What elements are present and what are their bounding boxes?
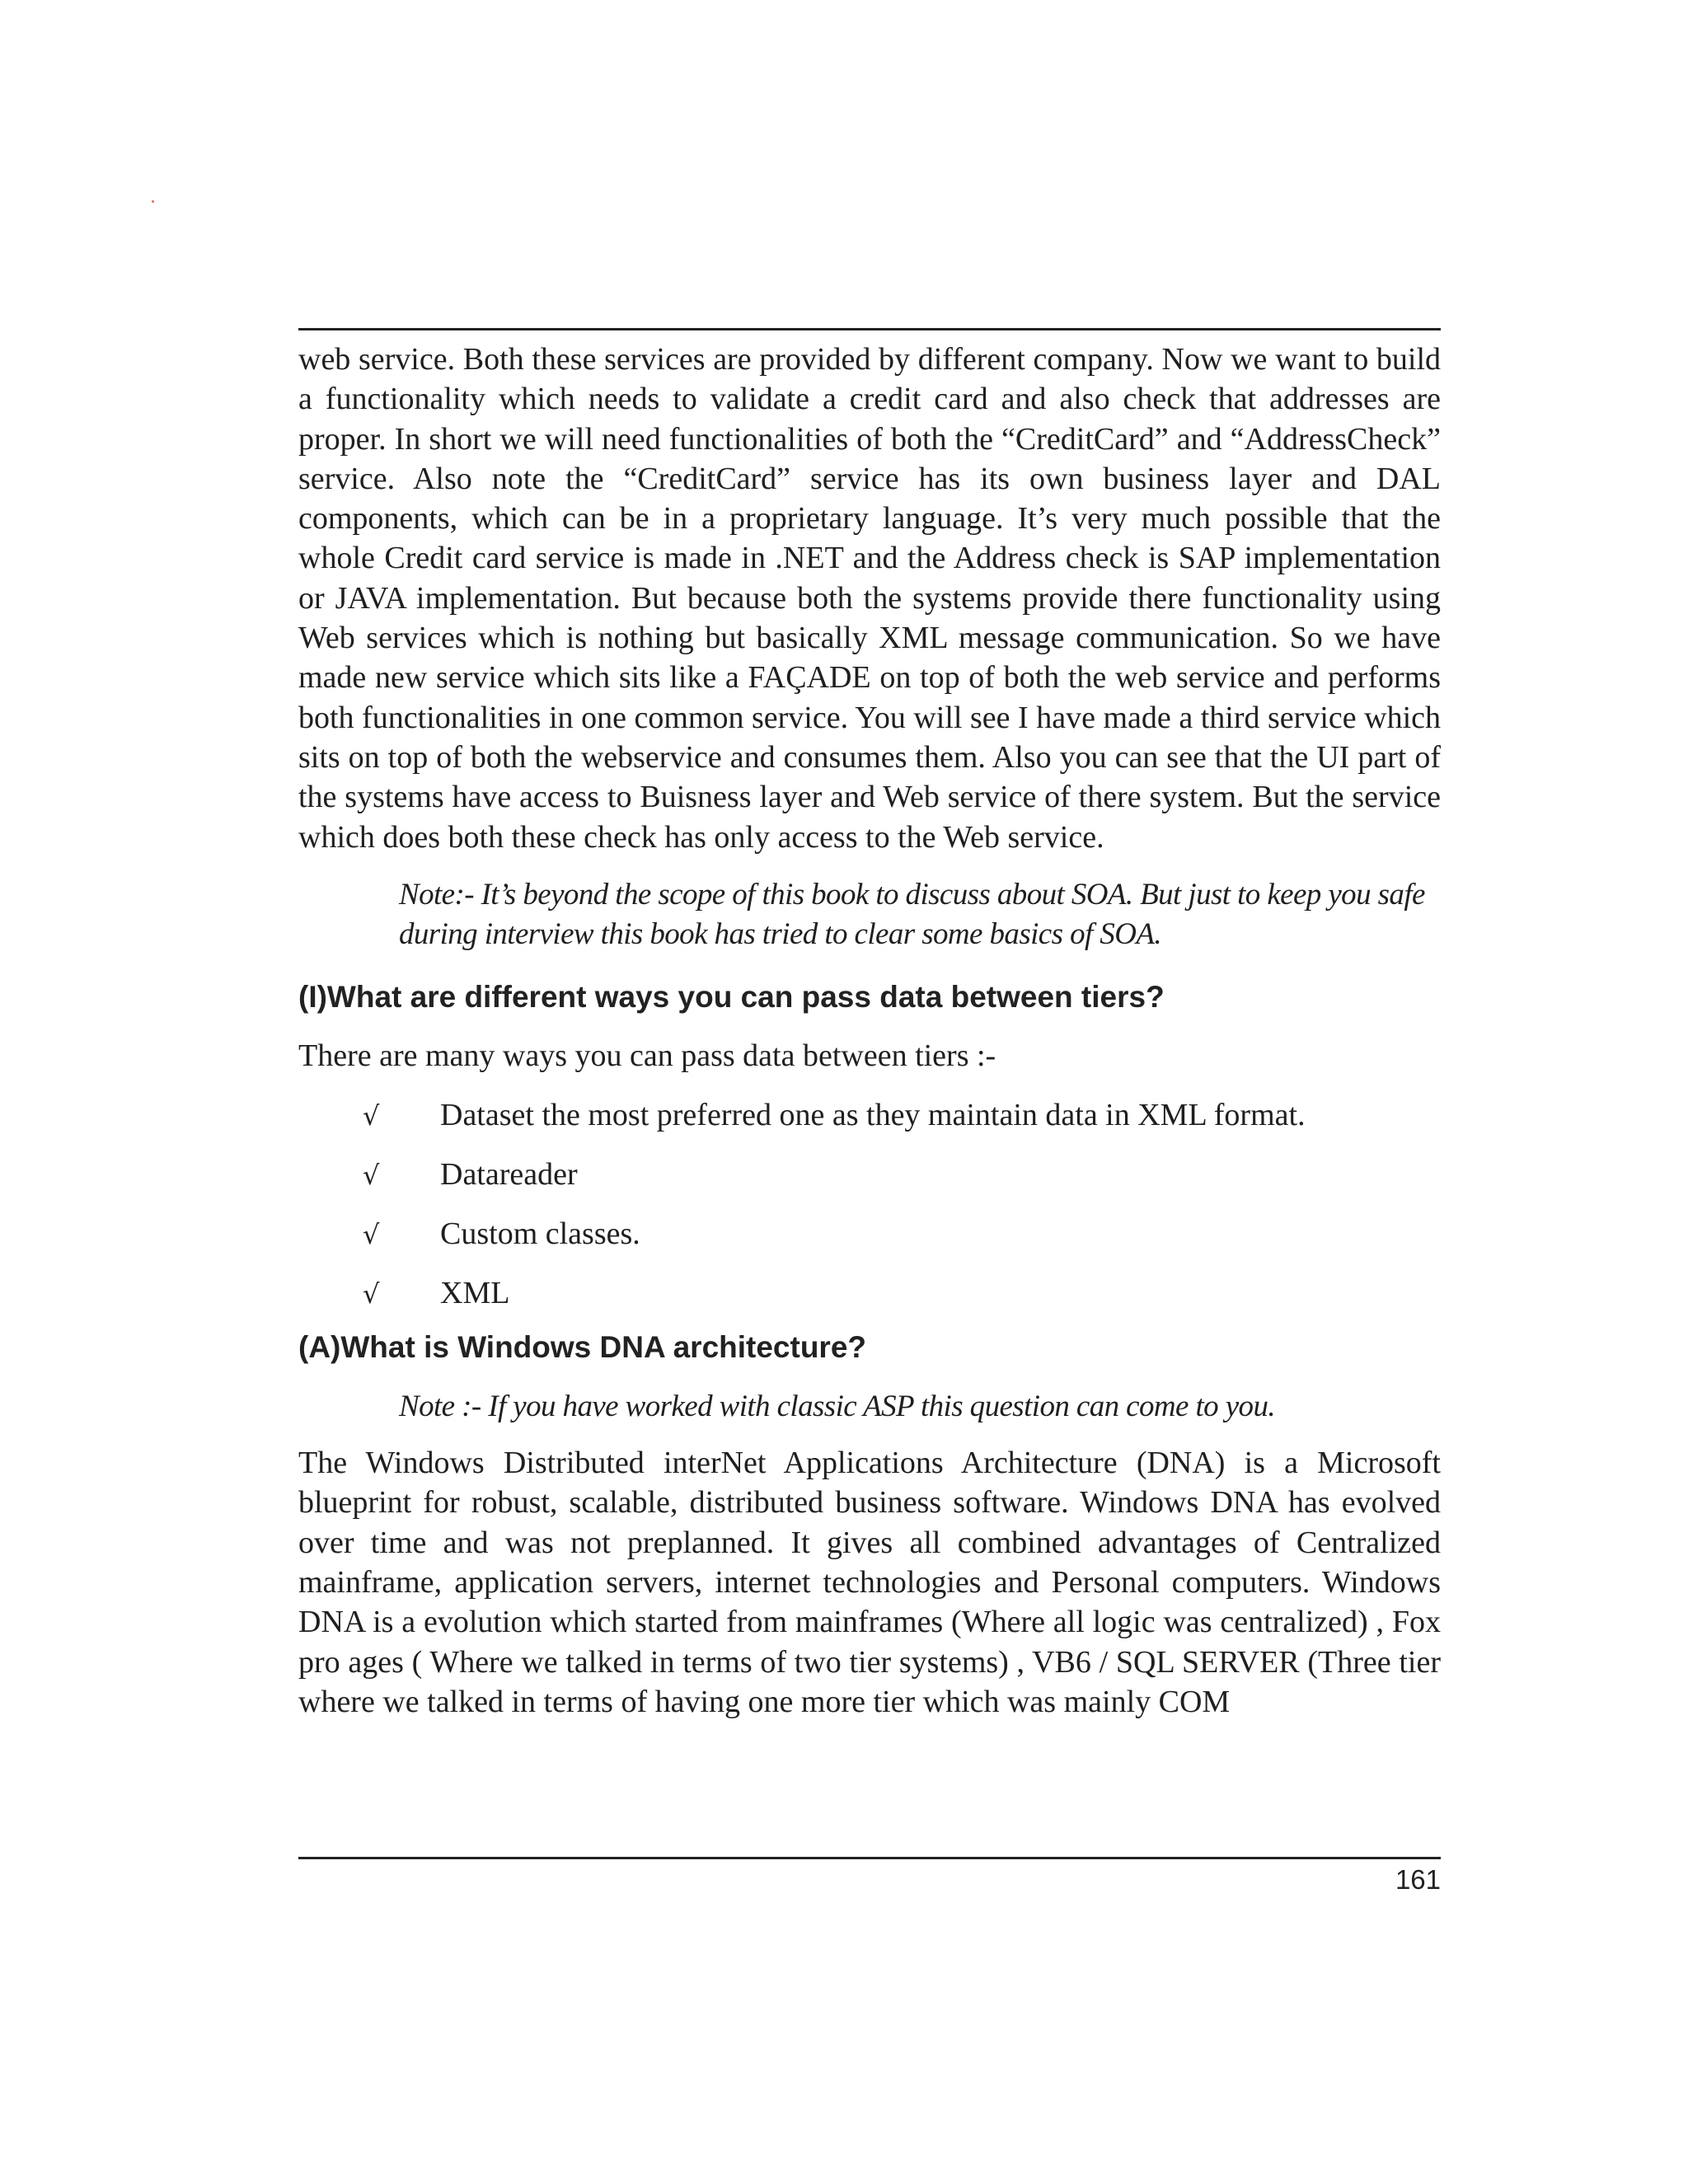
checkmark-icon: √ [363, 1100, 380, 1132]
note-soa-scope: Note:- It’s beyond the scope of this book to discuss about SOA. But just to keep you safe during interview this book has tried to clear some basics of SOA. [399, 877, 1425, 951]
page-number: 161 [1395, 1864, 1441, 1895]
checkmark-icon: √ [363, 1160, 380, 1192]
footer-rule [298, 1857, 1441, 1859]
scan-speck [152, 200, 154, 203]
list-item [298, 1273, 1441, 1333]
list-item [298, 1155, 1441, 1214]
list-item-text: XML [440, 1276, 510, 1311]
paragraph-ways-intro: There are many ways you can pass data between tiers :- [298, 1038, 996, 1073]
header-rule [298, 328, 1441, 330]
list-item-text: Custom classes. [440, 1216, 640, 1252]
paragraph-soa-example: web service. Both these services are provided by different company. Now we want to build a functionality which needs to validate a credit card and also check that addresses are proper. In short we will need functionalities of both the “CreditCard” and “AddressCheck” service. Also note the “CreditCard” service has its own business layer and DAL components, which can be in a proprietary language. It’s very much possible that the whole Credit card service is made in .NET and the Address check is SAP implementation or JAVA implementation. But because both the systems provide there functionality using Web services which is nothing but basically XML message communication. So we have made new service which sits like a FAÇADE on top of both the web service and performs both functionalities in one common service. You will see I have made a third service which sits on top of both the webservice and consumes them. Also you can see that the UI part of the systems have access to Buisness layer and Web service of there system. But the service which does both these check has only access to the Web service. [298, 342, 1441, 855]
heading-pass-data-between-tiers: (I)What are different ways you can pass data between tiers? [298, 979, 1165, 1014]
page-content [298, 340, 1441, 1722]
paragraph-windows-dna: The Windows Distributed interNet Applications Architecture (DNA) is a Microsoft blueprint for robust, scalable, distributed business software. Windows DNA has evolved over time and was not preplanned. It gives all combined advantages of Centralized mainframe, application servers, internet technologies and Personal computers. Windows DNA is a evolution which started from mainframes (Where all logic was centralized) , Fox pro ages ( Where we talked in terms of two tier systems) , VB6 / SQL SERVER (Three tier where we talked in terms of having one more tier which was mainly COM [298, 1446, 1441, 1719]
list-item [298, 1095, 1441, 1155]
heading-windows-dna: (A)What is Windows DNA architecture? [298, 1330, 866, 1365]
list-item-text: Dataset the most preferred one as they maintain data in XML format. [440, 1098, 1306, 1133]
checkmark-icon: √ [363, 1278, 380, 1310]
ways-list [298, 1095, 1441, 1333]
checkmark-icon: √ [363, 1219, 380, 1251]
list-item [298, 1214, 1441, 1273]
note-classic-asp: Note :- If you have worked with classic ASP this question can come to you. [399, 1390, 1275, 1424]
list-item-text: Datareader [440, 1157, 578, 1193]
